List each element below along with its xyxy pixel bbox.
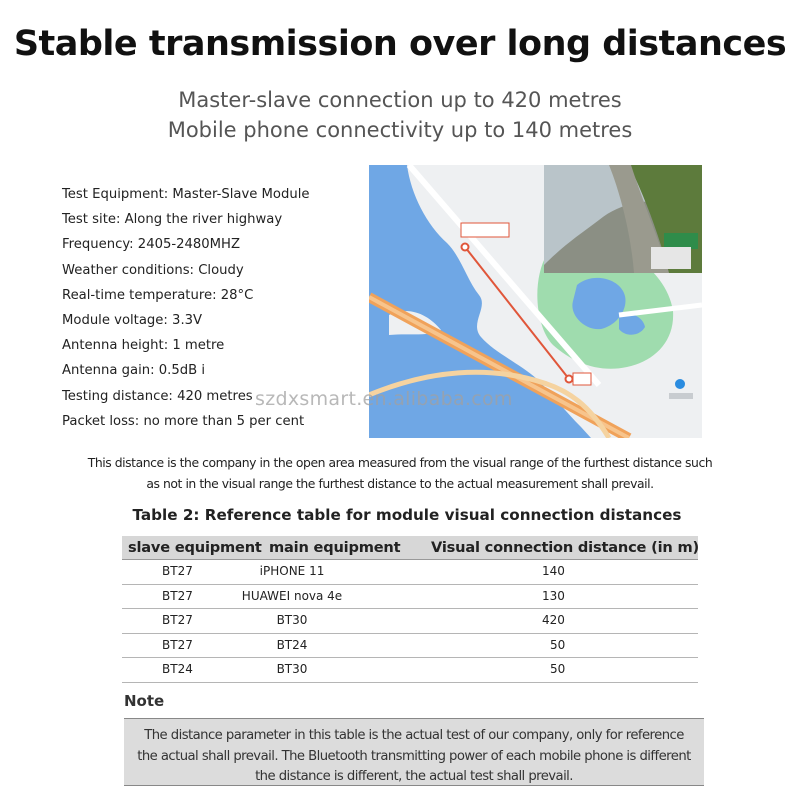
cell-distance: 140 <box>542 564 565 578</box>
spec-antenna-gain: Antenna gain: 0.5dB i <box>62 363 206 379</box>
note-heading: Note <box>124 692 165 710</box>
spec-module-voltage: Module voltage: 3.3V <box>62 312 203 328</box>
start-label <box>461 223 509 237</box>
watermark: szdxsmart.en.alibaba.com <box>255 388 513 410</box>
table-row <box>122 658 698 683</box>
disclaimer-line: as not in the visual range the furthest distance to the actual measurement shall prevail. <box>146 476 654 491</box>
disclaimer <box>60 452 740 494</box>
cell-main: HUAWEI nova 4e <box>241 588 343 603</box>
table-title: Table 2: Reference table for module visual connection distances <box>132 506 682 524</box>
subtitle <box>0 85 800 145</box>
cell-main: iPHONE 11 <box>259 564 325 578</box>
end-marker <box>566 376 573 383</box>
cell-slave: BT27 <box>162 564 193 578</box>
distance-table <box>122 536 698 683</box>
header-distance: Visual connection distance (in m) <box>431 539 699 556</box>
note-line: The distance parameter in this table is the actual test of our company, only for reference <box>144 728 684 743</box>
disclaimer-line: This distance is the company in the open area measured from the visual range of the furthest distance such <box>87 455 713 470</box>
table-row <box>122 609 698 634</box>
cell-distance: 50 <box>550 662 566 677</box>
note-line: the distance is different, the actual test shall prevail. <box>255 769 573 784</box>
location-pin-icon <box>675 379 685 389</box>
cell-slave: BT27 <box>162 588 193 603</box>
spec-testing-distance: Testing distance: 420 metres <box>62 388 253 404</box>
spec-weather: Weather conditions: Cloudy <box>62 262 244 278</box>
cell-main: BT24 <box>276 637 308 652</box>
table-row <box>122 585 698 610</box>
module-board <box>664 233 698 249</box>
spec-frequency: Frequency: 2405-2480MHZ <box>62 237 241 253</box>
header-main-equipment: main equipment <box>269 539 401 556</box>
cell-distance: 130 <box>542 588 565 603</box>
page-title: Stable transmission over long distances <box>13 24 787 64</box>
cell-distance: 420 <box>542 613 565 628</box>
note-line: the actual shall prevail. The Bluetooth transmitting power of each mobile phone is different <box>137 748 691 764</box>
spec-temperature: Real-time temperature: 28°C <box>62 287 254 303</box>
table-row <box>122 560 698 585</box>
subtitle-line-master-slave: Master-slave connection up to 420 metres <box>178 88 622 112</box>
end-label <box>573 373 591 385</box>
table-row <box>122 634 698 659</box>
spec-test-equipment: Test Equipment: Master-Slave Module <box>62 187 310 202</box>
subtitle-line-mobile: Mobile phone connectivity up to 140 metres <box>167 118 633 142</box>
cell-main: BT30 <box>276 662 308 677</box>
header-slave-equipment: slave equipment <box>128 539 262 556</box>
cell-slave: BT24 <box>162 662 193 677</box>
cell-main: BT30 <box>276 613 308 628</box>
cell-slave: BT27 <box>162 613 193 628</box>
start-marker <box>462 244 469 251</box>
cell-slave: BT27 <box>162 637 193 652</box>
cell-distance: 50 <box>550 637 566 652</box>
spec-antenna-height: Antenna height: 1 metre <box>62 338 225 354</box>
spec-test-site: Test site: Along the river highway <box>62 212 283 228</box>
table-header <box>122 536 698 560</box>
spec-packet-loss: Packet loss: no more than 5 per cent <box>62 413 305 429</box>
note-box <box>124 718 704 786</box>
